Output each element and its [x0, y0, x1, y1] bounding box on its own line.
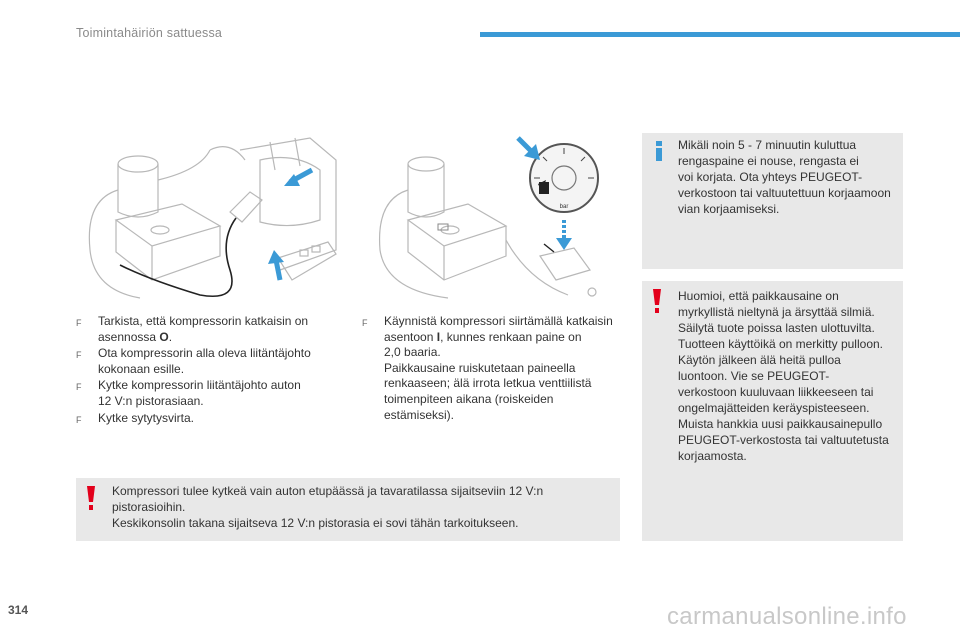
exclamation-icon [652, 289, 662, 313]
steps-right-column [362, 314, 627, 424]
instruction-step [76, 314, 336, 345]
compressor-gauge-illustration [368, 130, 618, 302]
warning-box-socket [76, 478, 620, 541]
info-box [642, 133, 903, 269]
instruction-step [76, 378, 336, 409]
step-text: Tarkista, että kompressorin katkaisin on asennossa O. [98, 314, 309, 344]
info-box-text: Mikäli noin 5 - 7 minuutin kuluttua rengaspaine ei nouse, rengasta ei voi korjata. Ota yhteys PEUGEOT- verkostoon tai valtuutettuun korjaamoon vian korjaamiseksi. [678, 138, 891, 216]
step-bullet-icon: F [76, 414, 82, 425]
step-switch-position: I [436, 329, 441, 344]
header-accent-bar [480, 32, 960, 37]
exclamation-icon [86, 486, 96, 510]
step-bullet-icon: F [76, 350, 82, 361]
step-switch-position: O [159, 329, 169, 344]
step-text: Ota kompressorin alla oleva liitäntäjohto kokonaan esille. [98, 346, 311, 376]
step-text: Kytke sytytysvirta. [98, 410, 195, 425]
watermark: carmanualsonline.info [667, 603, 907, 630]
step-bullet-icon: F [76, 382, 82, 393]
step-bullet-icon: F [76, 318, 82, 328]
info-icon [652, 141, 666, 161]
warning-box-socket-text: Kompressori tulee kytkeä vain auton etupäässä ja tavaratilassa sijaitseviin 12 V:n pistorasioihin. Keskikonsolin takana sijaitseva 12 V:n pistorasia ei sovi tähän tarkoitukseen. [112, 484, 544, 530]
step-bullet-icon: F [362, 318, 368, 328]
page-header-title: Toimintahäiriön sattuessa [76, 26, 223, 40]
instruction-step [76, 411, 336, 427]
page-number: 314 [8, 603, 29, 617]
step-text: Kytke kompressorin liitäntäjohto auton 12 V:n pistorasiaan. [98, 378, 301, 408]
compressor-socket-illustration [80, 130, 338, 302]
step-text: Käynnistä kompressori siirtämällä katkaisin asentoon I, kunnes renkaan paine on 2,0 baaria. Paikkausaine ruiskutetaan paineella renkaaseen; älä irrota letkua venttiilistä toimenpiteen aikana (roiskeiden estämiseksi). [384, 314, 613, 422]
instruction-step [362, 314, 627, 423]
steps-left-column [76, 314, 336, 427]
warning-box-toxic-text: Huomioi, että paikkausaine on myrkyllistä nieltynä ja ärsyttää silmiä. Säilytä tuote poissa lasten ulottuvilta. Tuotteen käyttöikä on merkitty pulloon. Käytön jälkeen älä heitä pulloa luontoon. Vie se PEUGEOT- verkostoon kuuluvaan liikkeeseen tai ongelmajätteiden keräyspisteeseen. Muista hankkia uusi paikkausainepullo PEUGEOT-verkostosta tai valtuutetusta korjaamosta. [678, 289, 889, 463]
warning-box-toxic [642, 281, 903, 541]
gauge-unit-label: bar [559, 204, 569, 210]
instruction-step [76, 346, 336, 377]
